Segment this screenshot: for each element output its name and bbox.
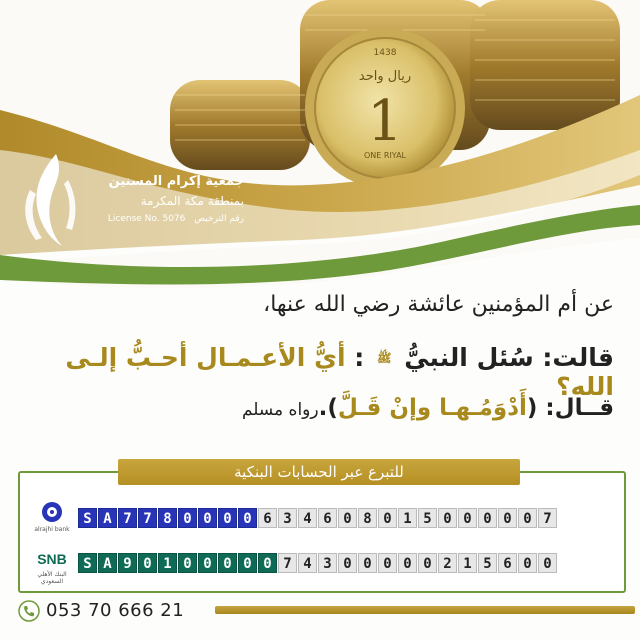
iban-prefix-char: A <box>98 553 117 573</box>
snb-logo-icon <box>30 545 74 573</box>
iban-digit: 1 <box>398 508 417 528</box>
iban-prefix-char: 0 <box>238 508 257 528</box>
svg-text:1438: 1438 <box>373 48 397 58</box>
license-number <box>94 214 244 224</box>
svg-text:1: 1 <box>367 89 403 154</box>
iban-prefix-char: 0 <box>198 553 217 573</box>
iban-digit: 8 <box>358 508 377 528</box>
iban-prefix-char: S <box>78 553 97 573</box>
iban-digit: 0 <box>338 553 357 573</box>
iban-digit: 0 <box>378 553 397 573</box>
iban-digit: 6 <box>318 508 337 528</box>
iban-prefix-char: 0 <box>238 553 257 573</box>
hadith-line-3-prefix: قــال: ( <box>526 395 614 421</box>
organization-region: بمنطقة مكة المكرمة <box>140 194 244 208</box>
iban-prefix-char: 0 <box>218 508 237 528</box>
iban-digit: 4 <box>298 553 317 573</box>
hadith-answer: أَدْوَمُـهـا وإنْ قَـلَّ <box>337 395 527 421</box>
iban-digit: 3 <box>278 508 297 528</box>
iban-prefix-char: 0 <box>198 508 217 528</box>
iban-prefix-char: 0 <box>218 553 237 573</box>
hadith-source: رواه مسلم <box>241 400 319 420</box>
hadith-line-2-prefix: قالت: سُئل النبيُّ <box>404 343 614 372</box>
iban-prefix-char: 9 <box>118 553 137 573</box>
organization-name: جمعية إكرام المسنين <box>108 174 244 189</box>
phone-icon <box>18 600 40 622</box>
iban-digit: 1 <box>458 553 477 573</box>
iban-digit: 0 <box>398 553 417 573</box>
iban-prefix-char: 7 <box>138 508 157 528</box>
iban-digit: 0 <box>358 553 377 573</box>
iban-digit: 0 <box>378 508 397 528</box>
iban-digit: 3 <box>318 553 337 573</box>
license-ar: رقم الترخيص <box>194 214 244 224</box>
hadith-line-2 <box>14 343 614 401</box>
donation-title: للتبرع عبر الحسابات البنكية <box>118 459 520 485</box>
svg-text:ONE RIYAL: ONE RIYAL <box>364 151 406 160</box>
iban-digit: 0 <box>518 553 537 573</box>
iban-prefix-char: 7 <box>118 508 137 528</box>
iban-prefix-char: 1 <box>158 553 177 573</box>
iban-digit: 0 <box>438 508 457 528</box>
alrajhi-bank-logo <box>30 500 74 536</box>
iban-digit: 5 <box>418 508 437 528</box>
phone-number[interactable]: 053 70 666 21 <box>46 600 185 621</box>
license-en: License No. 5076 <box>107 214 186 224</box>
riyal-coin <box>305 28 465 188</box>
iban-digit: 7 <box>278 553 297 573</box>
iban-digit: 0 <box>418 553 437 573</box>
iban-digit: 0 <box>518 508 537 528</box>
snb-iban[interactable] <box>78 553 558 573</box>
iban-prefix-char: 0 <box>178 508 197 528</box>
iban-digit: 0 <box>458 508 477 528</box>
alrajhi-account-row <box>30 500 610 536</box>
ikram-logo-icon <box>18 150 88 250</box>
iban-prefix-char: 0 <box>258 553 277 573</box>
iban-digit: 0 <box>338 508 357 528</box>
hadith-line-3 <box>14 395 614 421</box>
iban-prefix-char: A <box>98 508 117 528</box>
iban-prefix-char: 8 <box>158 508 177 528</box>
alrajhi-logo-icon <box>30 500 74 528</box>
iban-digit: 0 <box>478 508 497 528</box>
iban-prefix-char: 0 <box>178 553 197 573</box>
svg-text:SNB: SNB <box>37 551 67 567</box>
iban-digit: 4 <box>298 508 317 528</box>
footer-divider <box>215 606 635 614</box>
snb-account-row <box>30 545 610 585</box>
iban-digit: 6 <box>498 553 517 573</box>
hadith-line-1: عن أم المؤمنين عائشة رضي الله عنها، <box>263 292 614 317</box>
iban-digit: 6 <box>258 508 277 528</box>
alrajhi-iban[interactable] <box>78 508 558 528</box>
svg-text:ريال واحد: ريال واحد <box>358 69 412 84</box>
iban-prefix-char: 0 <box>138 553 157 573</box>
hadith-line-2-colon: : <box>354 343 365 372</box>
iban-digit: 0 <box>498 508 517 528</box>
iban-digit: 2 <box>438 553 457 573</box>
salawat-symbol: ﷺ <box>377 350 392 365</box>
snb-bank-logo <box>30 545 74 585</box>
iban-digit: 7 <box>538 508 557 528</box>
iban-prefix-char: S <box>78 508 97 528</box>
alrajhi-bank-name: alrajhi bank <box>34 526 70 533</box>
iban-digit: 5 <box>478 553 497 573</box>
snb-bank-name-ar: البنك الأهلي السعودي <box>37 571 67 585</box>
hadith-question: أيُّ الأعـمـال أحـبُّ إلـى الله؟ <box>65 343 614 401</box>
organization-logo <box>18 150 244 260</box>
hadith-line-3-suffix: ). <box>318 395 338 421</box>
iban-digit: 0 <box>538 553 557 573</box>
